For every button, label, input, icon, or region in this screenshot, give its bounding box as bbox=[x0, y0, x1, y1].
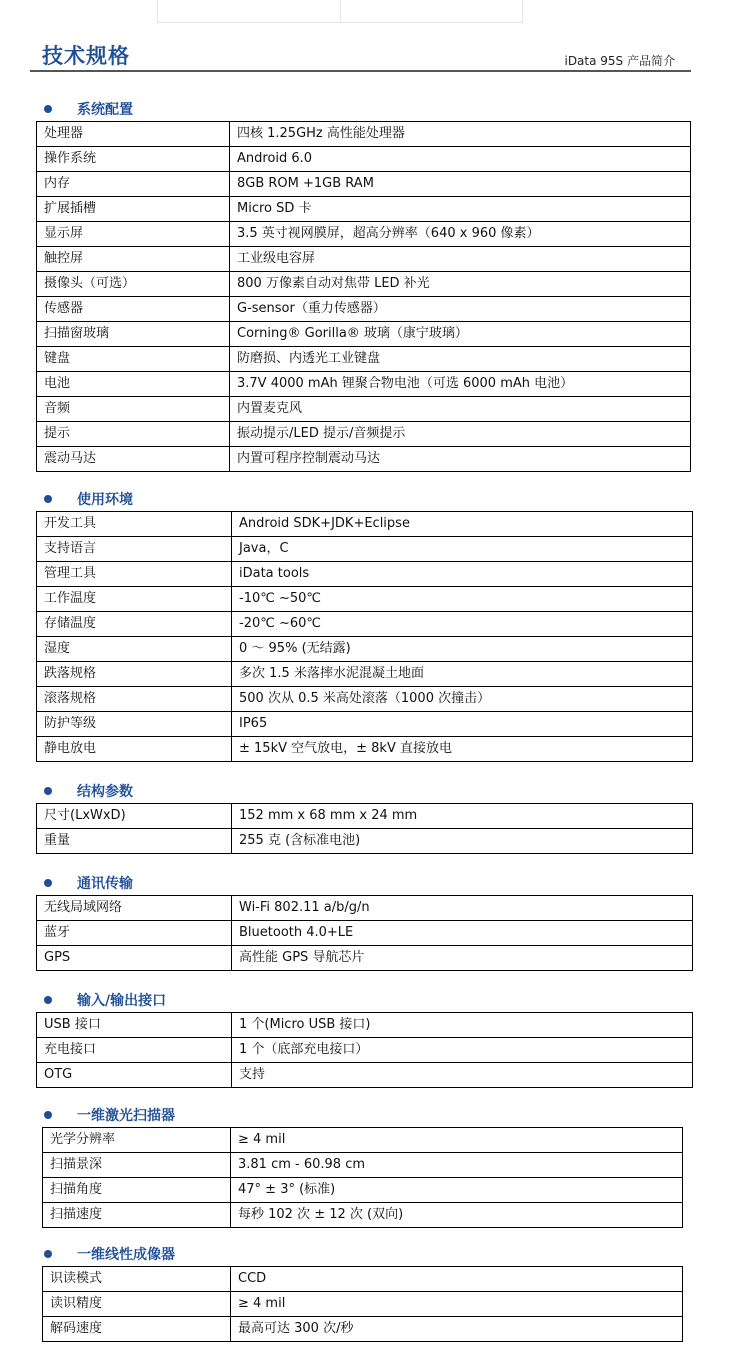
spec-table bbox=[36, 1012, 693, 1088]
table-row bbox=[37, 662, 693, 687]
bullet-icon bbox=[44, 879, 52, 887]
spec-value-cell: 高性能 GPS 导航芯片 bbox=[232, 946, 693, 971]
spec-value-cell: 3.5 英寸视网膜屏，超高分辨率（640 x 960 像素） bbox=[230, 222, 691, 247]
spec-value-cell: 3.7V 4000 mAh 锂聚合物电池（可选 6000 mAh 电池） bbox=[230, 372, 691, 397]
section-environment bbox=[0, 489, 750, 756]
table-row bbox=[37, 1038, 693, 1063]
table-row bbox=[43, 1317, 683, 1342]
spec-value-cell: -10℃ ~50℃ bbox=[232, 587, 693, 612]
spec-label-cell: 存储温度 bbox=[37, 612, 232, 637]
table-row bbox=[37, 122, 691, 147]
spec-label-cell: 跌落规格 bbox=[37, 662, 232, 687]
spec-label-cell: 管理工具 bbox=[37, 562, 232, 587]
table-row bbox=[37, 347, 691, 372]
section-heading bbox=[0, 1105, 750, 1127]
table-row bbox=[37, 397, 691, 422]
spec-value-cell: IP65 bbox=[232, 712, 693, 737]
spec-label-cell: 读识精度 bbox=[43, 1292, 231, 1317]
spec-label-cell: 摄像头（可选） bbox=[37, 272, 230, 297]
table-row bbox=[37, 272, 691, 297]
spec-value-cell: 内置可程序控制震动马达 bbox=[230, 447, 691, 472]
bullet-icon bbox=[44, 1111, 52, 1119]
spec-label-cell: 音频 bbox=[37, 397, 230, 422]
spec-label-cell: 防护等级 bbox=[37, 712, 232, 737]
spec-value-cell: G-sensor（重力传感器） bbox=[230, 297, 691, 322]
section-heading bbox=[0, 1244, 750, 1266]
spec-value-cell: CCD bbox=[231, 1267, 683, 1292]
table-row bbox=[43, 1267, 683, 1292]
table-row bbox=[37, 322, 691, 347]
section-title: 通讯传输 bbox=[77, 876, 133, 892]
spec-label-cell: 无线局域网络 bbox=[37, 896, 232, 921]
spec-value-cell: -20℃ ~60℃ bbox=[232, 612, 693, 637]
spec-value-cell: 防磨损、内透光工业键盘 bbox=[230, 347, 691, 372]
spec-label-cell: 扫描角度 bbox=[43, 1178, 231, 1203]
spec-label-cell: 操作系统 bbox=[37, 147, 230, 172]
spec-value-cell: Android SDK+JDK+Eclipse bbox=[232, 512, 693, 537]
spec-value-cell: Java，C bbox=[232, 537, 693, 562]
spec-label-cell: 提示 bbox=[37, 422, 230, 447]
spec-value-cell: Wi-Fi 802.11 a/b/g/n bbox=[232, 896, 693, 921]
spec-label-cell: 扫描速度 bbox=[43, 1203, 231, 1228]
spec-label-cell: 尺寸(LxWxD) bbox=[37, 804, 232, 829]
spec-label-cell: 触控屏 bbox=[37, 247, 230, 272]
table-row bbox=[37, 587, 693, 612]
table-row bbox=[37, 687, 693, 712]
section-structure bbox=[0, 781, 750, 848]
table-row bbox=[37, 562, 693, 587]
spec-value-cell: 3.81 cm - 60.98 cm bbox=[231, 1153, 683, 1178]
section-communication bbox=[0, 873, 750, 965]
table-row bbox=[43, 1128, 683, 1153]
spec-label-cell: 内存 bbox=[37, 172, 230, 197]
table-row bbox=[37, 197, 691, 222]
spec-value-cell: 内置麦克风 bbox=[230, 397, 691, 422]
table-row bbox=[43, 1178, 683, 1203]
table-row bbox=[37, 712, 693, 737]
spec-label-cell: 支持语言 bbox=[37, 537, 232, 562]
section-heading bbox=[0, 781, 750, 803]
spec-label-cell: 处理器 bbox=[37, 122, 230, 147]
spec-label-cell: 传感器 bbox=[37, 297, 230, 322]
spec-label-cell: GPS bbox=[37, 946, 232, 971]
bullet-icon bbox=[44, 105, 52, 113]
header-divider bbox=[30, 70, 691, 72]
page-title: 技术规格 bbox=[42, 44, 130, 68]
spec-label-cell: 键盘 bbox=[37, 347, 230, 372]
spec-label-cell: 扫描窗玻璃 bbox=[37, 322, 230, 347]
spec-value-cell: Android 6.0 bbox=[230, 147, 691, 172]
table-row bbox=[37, 247, 691, 272]
spec-label-cell: 电池 bbox=[37, 372, 230, 397]
spec-value-cell: ≥ 4 mil bbox=[231, 1128, 683, 1153]
table-row bbox=[37, 422, 691, 447]
spec-value-cell: 800 万像素自动对焦带 LED 补光 bbox=[230, 272, 691, 297]
spec-value-cell: Bluetooth 4.0+LE bbox=[232, 921, 693, 946]
spec-value-cell: 1 个(Micro USB 接口) bbox=[232, 1013, 693, 1038]
table-row bbox=[37, 737, 693, 762]
bullet-icon bbox=[44, 495, 52, 503]
bullet-icon bbox=[44, 1250, 52, 1258]
spec-label-cell: 光学分辨率 bbox=[43, 1128, 231, 1153]
table-row bbox=[37, 946, 693, 971]
spec-label-cell: 解码速度 bbox=[43, 1317, 231, 1342]
spec-value-cell: 每秒 102 次 ± 12 次 (双向) bbox=[231, 1203, 683, 1228]
spec-label-cell: 重量 bbox=[37, 829, 232, 854]
spec-label-cell: 显示屏 bbox=[37, 222, 230, 247]
bullet-icon bbox=[44, 996, 52, 1004]
section-heading bbox=[0, 99, 750, 121]
table-row bbox=[43, 1203, 683, 1228]
section-1d-linear-imager bbox=[0, 1244, 750, 1336]
spec-label-cell: 扩展插槽 bbox=[37, 197, 230, 222]
table-row bbox=[37, 537, 693, 562]
section-title: 结构参数 bbox=[77, 784, 133, 800]
section-title: 系统配置 bbox=[77, 102, 133, 118]
table-row bbox=[37, 921, 693, 946]
spec-table bbox=[36, 121, 691, 472]
table-row bbox=[37, 637, 693, 662]
spec-value-cell: 工业级电容屏 bbox=[230, 247, 691, 272]
spec-label-cell: 识读模式 bbox=[43, 1267, 231, 1292]
table-row bbox=[43, 1292, 683, 1317]
spec-value-cell: ± 15kV 空气放电，± 8kV 直接放电 bbox=[232, 737, 693, 762]
spec-label-cell: 静电放电 bbox=[37, 737, 232, 762]
table-row bbox=[37, 896, 693, 921]
table-row bbox=[37, 297, 691, 322]
section-heading bbox=[0, 990, 750, 1012]
table-row bbox=[37, 1013, 693, 1038]
section-title: 输入/输出接口 bbox=[77, 993, 167, 1009]
spec-label-cell: 扫描景深 bbox=[43, 1153, 231, 1178]
previous-table-stub bbox=[157, 0, 523, 23]
spec-value-cell: 1 个（底部充电接口） bbox=[232, 1038, 693, 1063]
section-system-config bbox=[0, 99, 750, 466]
table-row bbox=[37, 612, 693, 637]
spec-value-cell: 振动提示/LED 提示/音频提示 bbox=[230, 422, 691, 447]
table-row bbox=[37, 222, 691, 247]
spec-label-cell: 蓝牙 bbox=[37, 921, 232, 946]
spec-table bbox=[42, 1266, 683, 1342]
spec-label-cell: 工作温度 bbox=[37, 587, 232, 612]
spec-value-cell: 255 克 (含标准电池) bbox=[232, 829, 693, 854]
spec-label-cell: OTG bbox=[37, 1063, 232, 1088]
spec-table bbox=[36, 511, 693, 762]
spec-label-cell: 充电接口 bbox=[37, 1038, 232, 1063]
table-row bbox=[37, 512, 693, 537]
spec-value-cell: iData tools bbox=[232, 562, 693, 587]
spec-label-cell: 滚落规格 bbox=[37, 687, 232, 712]
section-io-ports bbox=[0, 990, 750, 1082]
spec-table bbox=[36, 803, 693, 854]
table-row bbox=[37, 1063, 693, 1088]
spec-value-cell: 47° ± 3° (标准) bbox=[231, 1178, 683, 1203]
spec-value-cell: 152 mm x 68 mm x 24 mm bbox=[232, 804, 693, 829]
spec-label-cell: USB 接口 bbox=[37, 1013, 232, 1038]
section-title: 一维激光扫描器 bbox=[77, 1108, 175, 1124]
spec-value-cell: Corning® Gorilla® 玻璃（康宁玻璃） bbox=[230, 322, 691, 347]
section-title: 一维线性成像器 bbox=[77, 1247, 175, 1263]
section-1d-laser-scanner bbox=[0, 1105, 750, 1222]
section-title: 使用环境 bbox=[77, 492, 133, 508]
section-heading bbox=[0, 489, 750, 511]
spec-value-cell: ≥ 4 mil bbox=[231, 1292, 683, 1317]
spec-value-cell: 8GB ROM +1GB RAM bbox=[230, 172, 691, 197]
table-row bbox=[37, 372, 691, 397]
section-heading bbox=[0, 873, 750, 895]
spec-label-cell: 震动马达 bbox=[37, 447, 230, 472]
table-row bbox=[37, 147, 691, 172]
document-subtitle: iData 95S 产品简介 bbox=[564, 54, 675, 68]
table-row bbox=[37, 804, 693, 829]
spec-table bbox=[36, 895, 693, 971]
spec-table bbox=[42, 1127, 683, 1228]
spec-label-cell: 湿度 bbox=[37, 637, 232, 662]
table-row bbox=[43, 1153, 683, 1178]
spec-value-cell: Micro SD 卡 bbox=[230, 197, 691, 222]
spec-value-cell: 四核 1.25GHz 高性能处理器 bbox=[230, 122, 691, 147]
bullet-icon bbox=[44, 787, 52, 795]
spec-label-cell: 开发工具 bbox=[37, 512, 232, 537]
spec-value-cell: 支持 bbox=[232, 1063, 693, 1088]
spec-value-cell: 0 ～ 95% (无结露) bbox=[232, 637, 693, 662]
table-row bbox=[37, 172, 691, 197]
table-row bbox=[37, 447, 691, 472]
spec-value-cell: 最高可达 300 次/秒 bbox=[231, 1317, 683, 1342]
table-row bbox=[37, 829, 693, 854]
spec-value-cell: 500 次从 0.5 米高处滚落（1000 次撞击） bbox=[232, 687, 693, 712]
spec-value-cell: 多次 1.5 米落摔水泥混凝土地面 bbox=[232, 662, 693, 687]
